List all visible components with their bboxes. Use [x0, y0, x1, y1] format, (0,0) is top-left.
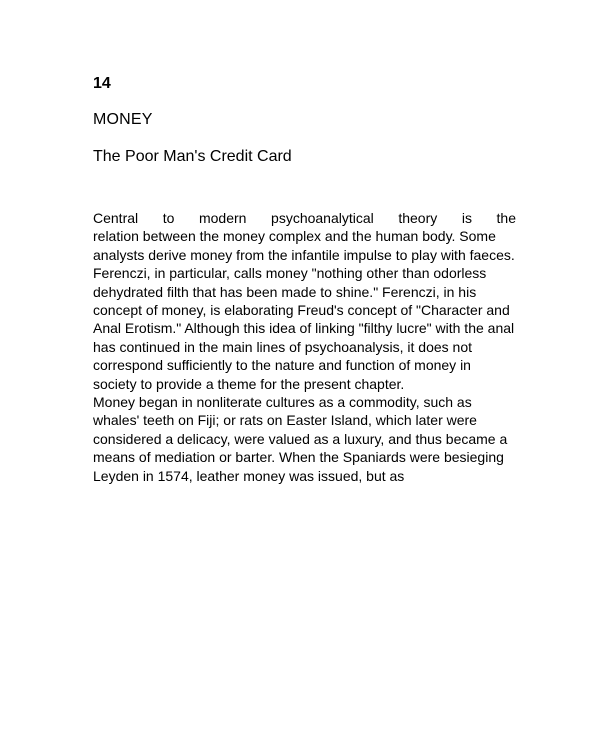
chapter-subtitle: The Poor Man's Credit Card	[93, 148, 292, 165]
chapter-number: 14	[93, 75, 111, 92]
paragraph-1-rest: relation between the money complex and the human body. Some analysts derive money from the infantile impulse to play with faeces. Ferenczi, in particular, calls money "nothing other than odorless dehydrated filth that has been made to shine." Ferenczi, in his concept of money, is elaborating Freud's concept of "Character and Anal Erotism." Although this idea of linking "filthy lucre" with the anal has continued in the main lines of psychoanalysis, it does not correspond sufficiently to the nature and function of money in society to provide a theme for the present chapter.	[93, 228, 515, 392]
body-text	[93, 209, 516, 485]
chapter-title: MONEY	[93, 111, 153, 128]
paragraph-1	[93, 209, 516, 393]
paragraph-1-first-line: Central to modern psychoanalytical theory is the	[93, 210, 516, 226]
paragraph-2: Money began in nonliterate cultures as a commodity, such as whales' teeth on Fiji; or rats on Easter Island, which later were considered a delicacy, were valued as a luxury, and thus became a means of mediation or barter. When the Spaniards were besieging Leyden in 1574, leather money was issued, but as	[93, 394, 508, 484]
